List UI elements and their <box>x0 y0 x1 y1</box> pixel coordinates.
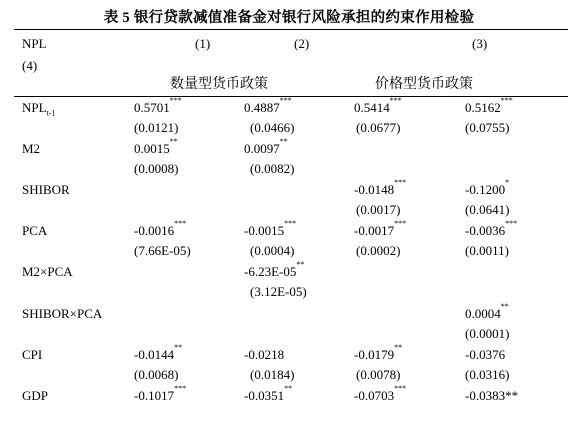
coefficient-cell <box>354 384 407 404</box>
coefficient-cell <box>354 178 407 198</box>
coefficient-value: 0.0097 <box>244 141 280 156</box>
coefficient-value: 0.5414 <box>354 100 390 115</box>
row-label <box>22 100 55 122</box>
coefficient-cell <box>134 96 182 116</box>
significance-stars: *** <box>500 96 513 105</box>
column-header-2: (2) <box>294 36 310 51</box>
row-label-text: NPL <box>22 100 47 115</box>
standard-error-cell: (0.0755) <box>465 120 510 135</box>
coefficient-value: -6.23E-05 <box>244 264 297 279</box>
coefficient-value: -0.0017 <box>354 223 395 238</box>
coefficient-value: 0.0015 <box>134 141 170 156</box>
standard-error-cell: (0.0002) <box>356 243 401 258</box>
significance-stars: ** <box>394 343 403 352</box>
coefficient-cell <box>465 347 505 363</box>
dependent-variable-label: NPL <box>22 36 47 51</box>
significance-stars: *** <box>279 96 292 105</box>
group-header-price: 价格型货币政策 <box>375 77 473 92</box>
significance-stars: ** <box>296 260 305 269</box>
row-label-text: SHIBOR×PCA <box>22 306 103 321</box>
table-row <box>0 178 578 222</box>
coefficient-cell <box>354 219 407 239</box>
coefficient-cell <box>244 384 293 404</box>
coefficient-value: 0.4887 <box>244 100 280 115</box>
standard-error-cell: (3.12E-05) <box>250 284 307 299</box>
standard-error-cell: (0.0677) <box>356 120 401 135</box>
coefficient-cell <box>134 343 183 363</box>
row-label <box>22 223 47 239</box>
table-row <box>0 343 578 387</box>
standard-error-cell: (0.0641) <box>465 202 510 217</box>
top-rule <box>14 29 568 30</box>
row-label-text: M2×PCA <box>22 264 73 279</box>
significance-stars: *** <box>284 219 297 228</box>
table-row <box>0 302 578 346</box>
row-label <box>22 141 40 157</box>
standard-error-cell: (0.0316) <box>465 367 510 382</box>
significance-stars: ** <box>279 137 288 146</box>
coefficient-cell <box>465 302 509 322</box>
coefficient-value: 0.5162 <box>465 100 501 115</box>
coefficient-value: 0.0004 <box>465 306 501 321</box>
column-header-4: (4) <box>22 58 38 73</box>
coefficient-value: -0.0015 <box>244 223 285 238</box>
coefficient-value: -0.0351 <box>244 388 285 403</box>
table-row <box>0 260 578 304</box>
coefficient-cell <box>244 137 288 157</box>
coefficient-value: -0.0218 <box>244 347 285 362</box>
coefficient-cell <box>465 178 510 198</box>
standard-error-cell: (0.0001) <box>465 326 510 341</box>
column-header-1: (1) <box>195 36 211 51</box>
row-label <box>22 182 70 198</box>
group-header-quantity: 数量型货币政策 <box>170 77 268 92</box>
coefficient-cell <box>354 96 402 116</box>
row-label <box>22 264 73 280</box>
coefficient-cell <box>354 343 403 363</box>
standard-error-cell: (0.0004) <box>250 243 295 258</box>
row-label-text: PCA <box>22 223 48 238</box>
row-label <box>22 388 48 404</box>
coefficient-value: -0.0383** <box>465 388 519 403</box>
significance-stars: *** <box>174 384 187 393</box>
table-row <box>0 96 578 140</box>
standard-error-cell: (0.0466) <box>250 120 295 135</box>
coefficient-value: -0.0376 <box>465 347 506 362</box>
standard-error-cell: (0.0068) <box>134 367 179 382</box>
significance-stars: ** <box>500 302 509 311</box>
standard-error-cell: (0.0184) <box>250 367 295 382</box>
coefficient-value: -0.0016 <box>134 223 175 238</box>
coefficient-value: -0.0148 <box>354 182 395 197</box>
coefficient-value: -0.1200 <box>465 182 506 197</box>
coefficient-cell <box>244 96 292 116</box>
row-label <box>22 306 102 322</box>
row-label-text: GDP <box>22 388 49 403</box>
coefficient-value: -0.0703 <box>354 388 395 403</box>
coefficient-cell <box>134 384 187 404</box>
significance-stars: ** <box>284 384 293 393</box>
table-row <box>0 219 578 263</box>
standard-error-cell: (0.0078) <box>356 367 401 382</box>
significance-stars: *** <box>394 178 407 187</box>
table-row <box>0 137 578 181</box>
row-label-text: CPI <box>22 347 43 362</box>
coefficient-cell <box>244 260 305 280</box>
standard-error-cell: (0.0017) <box>356 202 401 217</box>
significance-stars: * <box>505 178 510 187</box>
coefficient-cell <box>465 388 518 404</box>
coefficient-value: -0.0179 <box>354 347 395 362</box>
table-title: 表 5 银行贷款减值准备金对银行风险承担的约束作用检验 <box>103 10 475 26</box>
significance-stars: *** <box>394 384 407 393</box>
standard-error-cell: (0.0082) <box>250 161 295 176</box>
row-label-text: M2 <box>22 141 41 156</box>
row-label-text: SHIBOR <box>22 182 70 197</box>
significance-stars: ** <box>174 343 183 352</box>
coefficient-value: -0.0144 <box>134 347 175 362</box>
coefficient-cell <box>465 96 513 116</box>
significance-stars: *** <box>174 219 187 228</box>
standard-error-cell: (0.0011) <box>465 243 509 258</box>
coefficient-cell <box>134 219 187 239</box>
coefficient-cell <box>244 219 297 239</box>
column-header-3: (3) <box>472 36 488 51</box>
coefficient-value: -0.1017 <box>134 388 175 403</box>
row-label <box>22 347 42 363</box>
table-row <box>0 384 578 428</box>
significance-stars: *** <box>169 96 182 105</box>
coefficient-value: -0.0036 <box>465 223 506 238</box>
significance-stars: ** <box>169 137 178 146</box>
standard-error-cell: (7.66E-05) <box>134 243 191 258</box>
coefficient-cell <box>465 219 518 239</box>
significance-stars: *** <box>394 219 407 228</box>
coefficient-cell <box>134 137 178 157</box>
standard-error-cell: (0.0008) <box>134 161 179 176</box>
significance-stars: *** <box>389 96 402 105</box>
significance-stars: *** <box>505 219 518 228</box>
row-label-subscript: t-1 <box>46 108 56 118</box>
coefficient-value: 0.5701 <box>134 100 170 115</box>
standard-error-cell: (0.0121) <box>134 120 179 135</box>
coefficient-cell <box>244 347 284 363</box>
